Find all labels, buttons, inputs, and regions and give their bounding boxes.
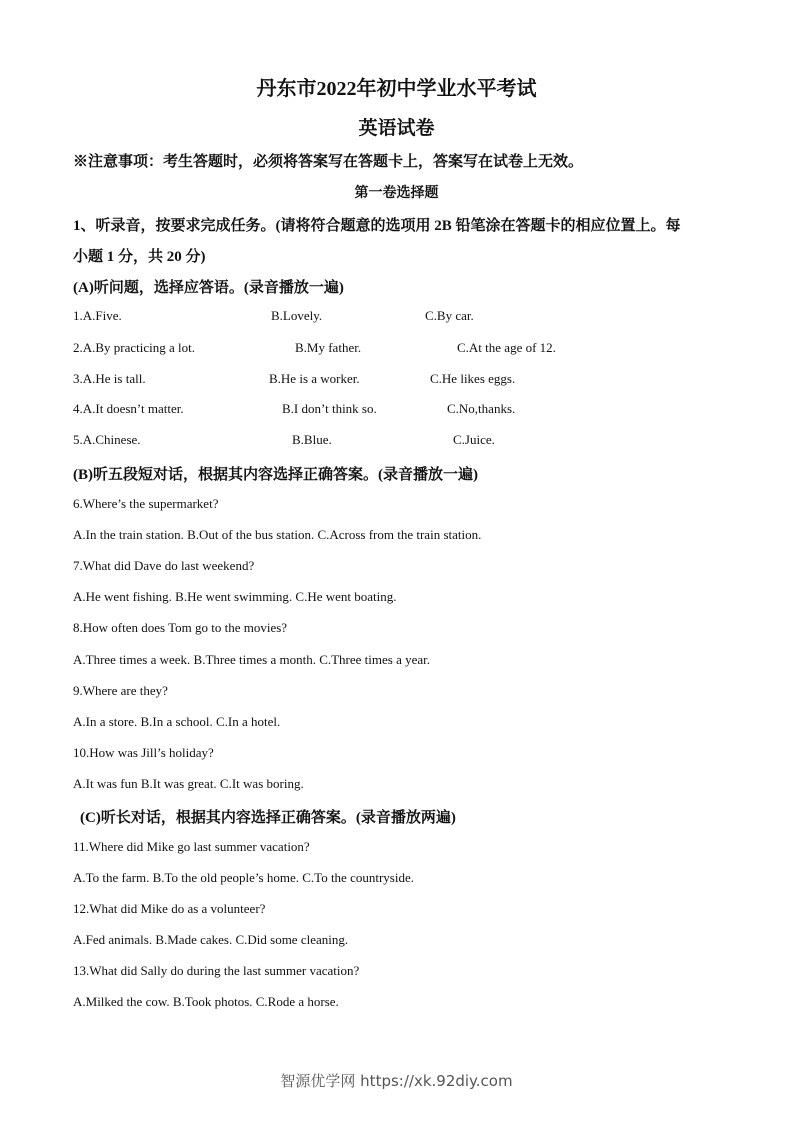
question-10: 10.How was Jill’s holiday? <box>73 745 214 760</box>
question-4-option-b: B.I don’t think so. <box>282 401 377 416</box>
question-13: 13.What did Sally do during the last summer vacation? <box>73 963 360 978</box>
exam-title: 丹东市2022年初中学业水平考试 <box>256 78 537 100</box>
instruction-line-1: 1、听录音，按要求完成任务。(请将符合题意的选项用 2B 铅笔涂在答题卡的相应位置上。每 <box>73 218 681 234</box>
exam-notice: ※注意事项：考生答题时，必须将答案写在答题卡上，答案写在试卷上无效。 <box>73 154 584 170</box>
question-4-option-a: 4.A.It doesn’t matter. <box>73 401 184 416</box>
question-1-option-a: 1.A.Five. <box>73 308 122 323</box>
section-heading: 第一卷选择题 <box>354 186 439 201</box>
question-10-options: A.It was fun B.It was great. C.It was boring. <box>73 776 304 791</box>
question-4-option-c: C.No,thanks. <box>447 401 516 416</box>
question-3-option-c: C.He likes eggs. <box>430 371 516 386</box>
question-11-options: A.To the farm. B.To the old people’s home. C.To the countryside. <box>73 870 414 885</box>
question-3-option-a: 3.A.He is tall. <box>73 371 146 386</box>
question-13-options: A.Milked the cow. B.Took photos. C.Rode a horse. <box>73 994 339 1009</box>
instruction-line-2: 小题 1 分，共 20 分) <box>73 249 206 265</box>
part-c-heading: (C)听长对话，根据其内容选择正确答案。(录音播放两遍) <box>80 810 456 826</box>
part-b-heading: (B)听五段短对话，根据其内容选择正确答案。(录音播放一遍) <box>73 467 478 483</box>
question-6-options: A.In the train station. B.Out of the bus station. C.Across from the train station. <box>73 527 482 542</box>
question-7-options: A.He went fishing. B.He went swimming. C.He went boating. <box>73 589 397 604</box>
question-12: 12.What did Mike do as a volunteer? <box>73 901 266 916</box>
question-1-option-c: C.By car. <box>425 308 474 323</box>
question-1-option-b: B.Lovely. <box>271 308 323 323</box>
question-2-option-b: B.My father. <box>295 340 362 355</box>
part-a-heading: (A)听问题，选择应答语。(录音播放一遍) <box>73 280 344 296</box>
question-8: 8.How often does Tom go to the movies? <box>73 620 288 635</box>
question-3-option-b: B.He is a worker. <box>269 371 360 386</box>
question-5-option-c: C.Juice. <box>453 432 495 447</box>
question-12-options: A.Fed animals. B.Made cakes. C.Did some cleaning. <box>73 932 349 947</box>
question-9: 9.Where are they? <box>73 683 168 698</box>
question-7: 7.What did Dave do last weekend? <box>73 558 255 573</box>
exam-subtitle: 英语试卷 <box>358 118 435 139</box>
question-2-option-a: 2.A.By practicing a lot. <box>73 340 196 355</box>
question-9-options: A.In a store. B.In a school. C.In a hotel. <box>73 714 281 729</box>
question-6: 6.Where’s the supermarket? <box>73 496 219 511</box>
footer-watermark: 智源优学网 https://xk.92diy.com <box>280 1072 513 1090</box>
question-8-options: A.Three times a week. B.Three times a month. C.Three times a year. <box>73 652 431 667</box>
question-5-option-b: B.Blue. <box>292 432 332 447</box>
question-5-option-a: 5.A.Chinese. <box>73 432 141 447</box>
question-2-option-c: C.At the age of 12. <box>457 340 556 355</box>
question-11: 11.Where did Mike go last summer vacation? <box>73 839 310 854</box>
